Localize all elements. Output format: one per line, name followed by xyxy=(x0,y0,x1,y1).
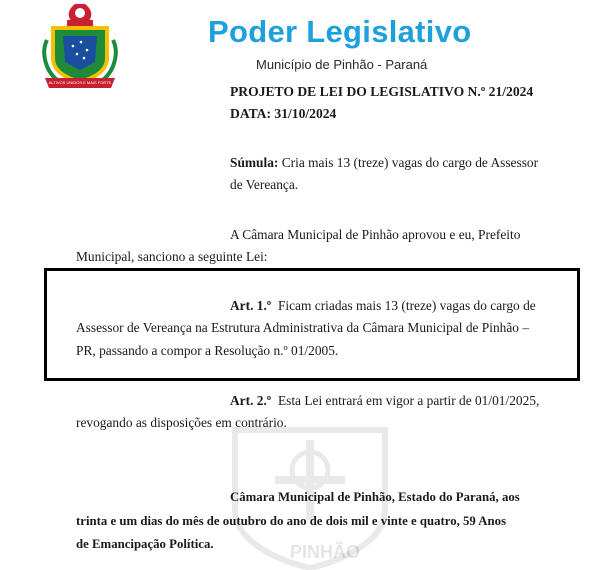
page-subtitle: Município de Pinhão - Paraná xyxy=(256,57,428,72)
sumula-label: Súmula: xyxy=(230,155,279,170)
article-1-line-1 xyxy=(230,298,536,314)
municipal-crest-logo xyxy=(37,0,123,92)
article-2-label: Art. 2.º xyxy=(230,393,272,408)
sumula-line-2: de Vereança. xyxy=(230,177,299,192)
article-2-line-2: revogando as disposições em contrário. xyxy=(76,415,287,430)
intro-line-2: Municipal, sanciono a seguinte Lei: xyxy=(76,249,268,264)
sumula-text-1: Cria mais 13 (treze) vagas do cargo de Assessor xyxy=(281,155,539,170)
article-1-line-2: Assessor de Vereança na Estrutura Administrativa da Câmara Municipal de Pinhão – xyxy=(76,320,530,335)
document-date: DATA: 31/10/2024 xyxy=(230,106,337,121)
closing-line-2: trinta e um dias do mês de outubro do ano de dois mil e vinte e quatro, 59 Anos xyxy=(76,514,507,528)
closing-line-1: Câmara Municipal de Pinhão, Estado do Paraná, aos xyxy=(230,490,520,504)
article-1-line-3: PR, passando a compor a Resolução n.º 01/2005. xyxy=(76,343,339,358)
closing-line-3: de Emancipação Política. xyxy=(76,537,214,551)
article-1-text-1: Ficam criadas mais 13 (treze) vagas do cargo de xyxy=(277,298,536,313)
project-number: PROJETO DE LEI DO LEGISLATIVO N.º 21/2024 xyxy=(230,84,534,99)
page-title: Poder Legislativo xyxy=(208,14,472,49)
article-2-text-1: Esta Lei entrará em vigor a partir de 01/01/2025, xyxy=(277,393,540,408)
article-2-line-1 xyxy=(230,393,539,409)
article-1-label: Art. 1.º xyxy=(230,298,272,313)
watermark-text: PINHÃO xyxy=(290,542,361,562)
crest-motto: ALTIVOS UNIDOS E MAIS FORTE xyxy=(48,80,112,85)
sumula-line-1 xyxy=(230,155,538,171)
intro-line-1: A Câmara Municipal de Pinhão aprovou e eu, Prefeito xyxy=(230,227,521,242)
